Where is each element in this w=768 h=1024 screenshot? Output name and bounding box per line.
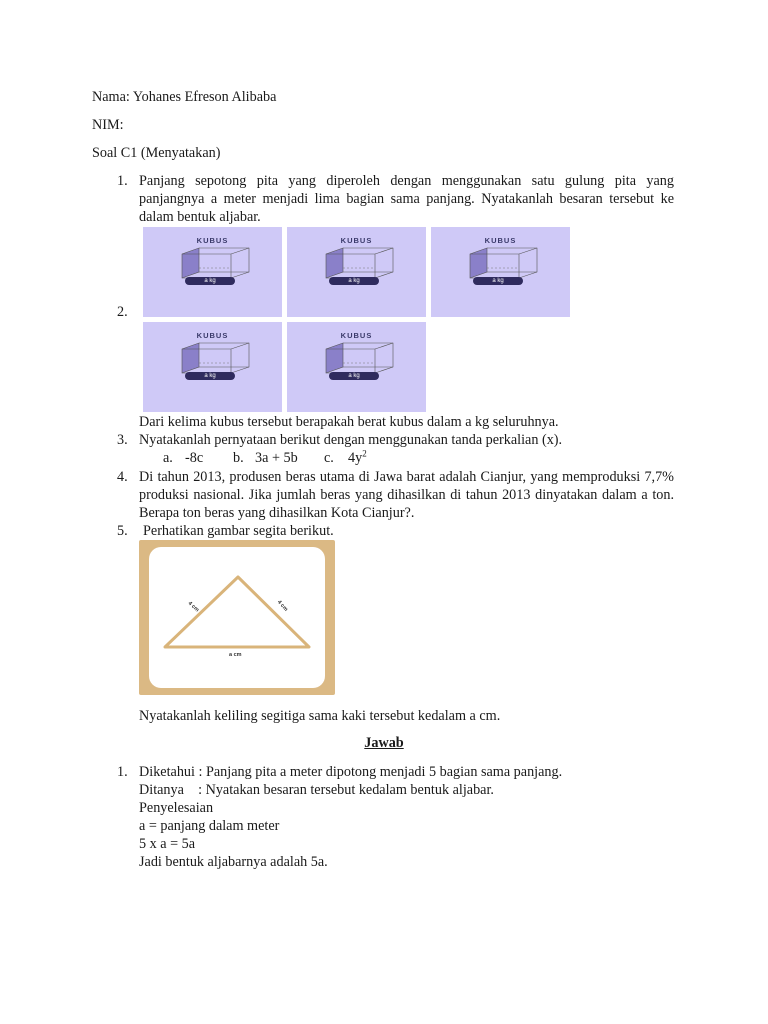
triangle-drawing: [149, 547, 325, 688]
question-1-number: 1.: [117, 173, 128, 189]
question-5-number: 5.: [117, 523, 128, 539]
option-c-label: c.: [324, 450, 334, 466]
option-b-label: b.: [233, 450, 244, 466]
question-3-number: 3.: [117, 432, 128, 448]
cube-drawing: [323, 246, 397, 280]
cube-image-1: [143, 227, 282, 317]
option-c: [348, 449, 367, 467]
cube-label: a kg: [185, 277, 235, 285]
option-a: -8c: [185, 450, 204, 466]
answer-penyelesaian: Penyelesaian: [139, 800, 214, 816]
question-1-text: Panjang sepotong pita yang diperoleh dengan menggunakan satu gulung pita yang panjangnya a meter menjadi lima bagian sama panjang. Nyatakanlah besaran tersebut ke dalam bentuk aljabar.: [139, 173, 674, 225]
cube-title: KUBUS: [484, 236, 517, 245]
cube-drawing: [179, 341, 253, 375]
cube-drawing: [467, 246, 541, 280]
cube-label: a kg: [185, 372, 235, 380]
option-b: 3a + 5b: [255, 450, 298, 466]
cube-label: a kg: [473, 277, 523, 285]
answer-diketahui: Diketahui : Panjang pita a meter dipotong menjadi 5 bagian sama panjang.: [139, 764, 563, 780]
student-name: Nama: Yohanes Efreson Alibaba: [92, 89, 277, 105]
cube-image-3: [431, 227, 570, 317]
cube-image-5: [287, 322, 426, 412]
cube-image-2: [287, 227, 426, 317]
option-a-label: a.: [163, 450, 173, 466]
cube-title: KUBUS: [340, 331, 373, 340]
cube-image-4: [143, 322, 282, 412]
question-2-number: 2.: [117, 304, 128, 320]
question-2-text: Dari kelima kubus tersebut berapakah berat kubus dalam a kg seluruhnya.: [139, 414, 559, 430]
answer-ditanya: Ditanya : Nyatakan besaran tersebut kedalam bentuk aljabar.: [139, 782, 494, 798]
cube-title: KUBUS: [196, 236, 229, 245]
question-4-number: 4.: [117, 469, 128, 485]
cube-label: a kg: [329, 372, 379, 380]
triangle-base-label: a cm: [229, 652, 242, 658]
cube-drawing: [323, 341, 397, 375]
cube-title: KUBUS: [340, 236, 373, 245]
question-5-instruction: Nyatakanlah keliling segitiga sama kaki tersebut kedalam a cm.: [139, 708, 501, 724]
answer-1-number: 1.: [117, 764, 128, 780]
student-nim: NIM:: [92, 117, 124, 133]
cube-title: KUBUS: [196, 331, 229, 340]
triangle-left-label: 4 cm: [186, 600, 200, 614]
answer-conclusion: Jadi bentuk aljabarnya adalah 5a.: [139, 854, 328, 870]
option-c-base: 4y: [348, 450, 363, 466]
triangle-right-label: 4 cm: [275, 599, 289, 613]
answer-step-1: a = panjang dalam meter: [139, 818, 280, 834]
cube-drawing: [179, 246, 253, 280]
question-5-text: Perhatikan gambar segita berikut.: [143, 523, 334, 539]
cube-label: a kg: [329, 277, 379, 285]
triangle-canvas: [149, 547, 325, 688]
question-4-text: Di tahun 2013, produsen beras utama di Jawa barat adalah Cianjur, yang memproduksi 7,7% produksi nasional. Jika jumlah beras yang dihasilkan di tahun 2013 dinyatakan dalam a ton. Berapa ton beras yang dihasilkan Kota Cianjur?.: [139, 469, 674, 521]
answer-step-2: 5 x a = 5a: [139, 836, 196, 852]
answer-title: Jawab: [364, 735, 404, 751]
triangle-image: [139, 540, 335, 695]
section-title: Soal C1 (Menyatakan): [92, 145, 221, 161]
question-3-text: Nyatakanlah pernyataan berikut dengan menggunakan tanda perkalian (x).: [139, 432, 563, 448]
option-c-exponent: 2: [362, 448, 367, 459]
